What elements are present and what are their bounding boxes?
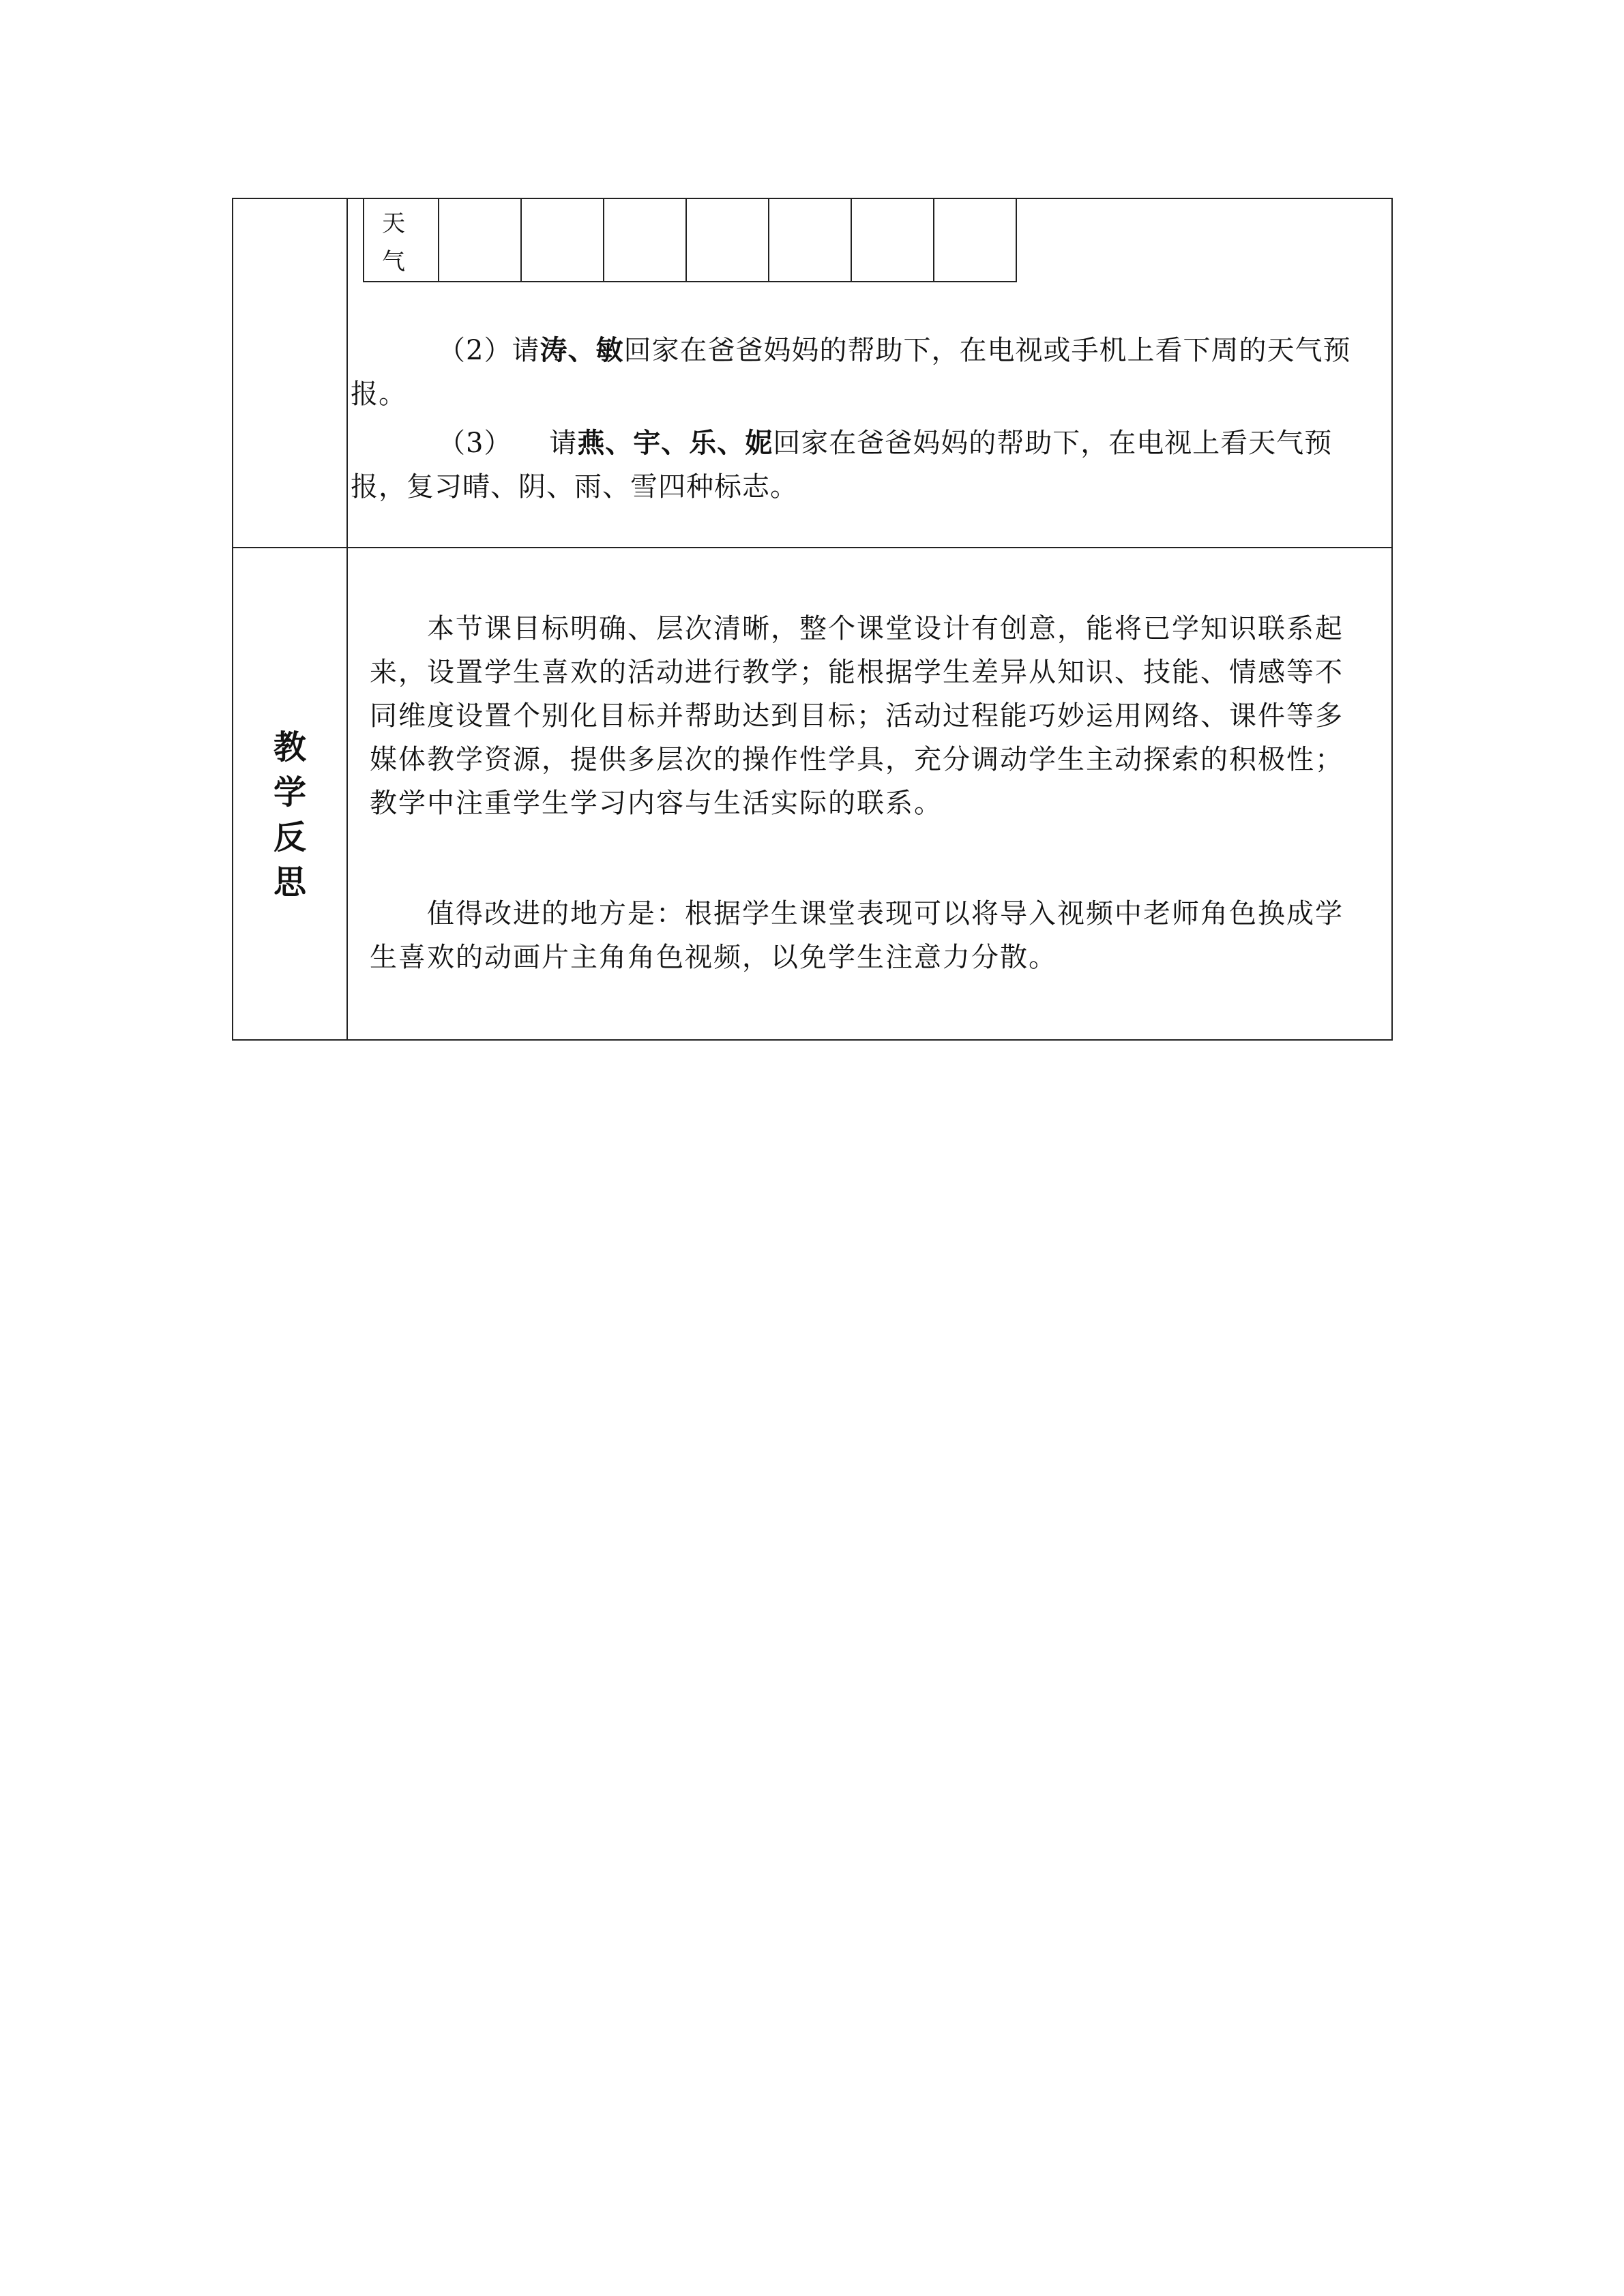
homework-item-2 <box>351 329 1381 416</box>
reflection-paragraph-2 <box>370 892 1365 979</box>
reflection-paragraph-1-text: 本节课目标明确、层次清晰，整个课堂设计有创意，能将已学知识联系起来，设置学生喜欢的活动进行教学；能根据学生差异从知识、技能、情感等不同维度设置个别化目标并帮助达到目标；活动过程能巧妙运用网络、课件等多媒体教学资源，提供多层次的操作性学具，充分调动学生主动探索的积极性；教学中注重学生学习内容与生活实际的联系。 <box>370 613 1344 819</box>
weather-cell <box>934 198 1016 282</box>
reflection-title-char: 思 <box>273 863 306 901</box>
weather-cell <box>686 198 769 282</box>
homework-item-3-names: 燕、宇、乐、妮 <box>577 427 773 459</box>
lesson-table <box>232 198 1393 1041</box>
reflection-paragraph-1 <box>370 607 1365 825</box>
weather-record-table <box>363 198 1017 282</box>
weather-cell <box>521 198 604 282</box>
reflection-title-char: 学 <box>273 773 306 811</box>
homework-item-2-text: 回家在爸爸妈妈的帮助下，在电视或手机上看下周的天气预报。 <box>351 335 1351 410</box>
weather-label-char: 天 <box>382 210 405 237</box>
homework-item-3-text: 回家在爸爸妈妈的帮助下，在电视上看天气预报，复习晴、阴、雨、雪四种标志。 <box>351 428 1333 503</box>
weather-cell <box>604 198 686 282</box>
weather-label-cell <box>364 198 439 282</box>
weather-cell <box>851 198 934 282</box>
homework-item-3-prefix: （3） 请 <box>438 428 578 459</box>
weather-row <box>364 198 1016 282</box>
column-divider <box>346 199 348 1039</box>
homework-item-3 <box>351 421 1381 509</box>
homework-item-2-names: 涛、敏 <box>540 334 624 366</box>
weather-label-char: 气 <box>382 248 405 275</box>
reflection-paragraph-2-text: 值得改进的地方是：根据学生课堂表现可以将导入视频中老师角色换成学生喜欢的动画片主角角色视频，以免学生注意力分散。 <box>370 898 1344 973</box>
reflection-title-char: 反 <box>273 818 306 856</box>
weather-cell <box>439 198 521 282</box>
reflection-section-title <box>233 547 346 1042</box>
homework-item-2-prefix: （2）请 <box>438 335 540 366</box>
weather-cell <box>769 198 851 282</box>
reflection-title-char: 教 <box>273 728 306 766</box>
row-divider <box>233 547 1391 548</box>
